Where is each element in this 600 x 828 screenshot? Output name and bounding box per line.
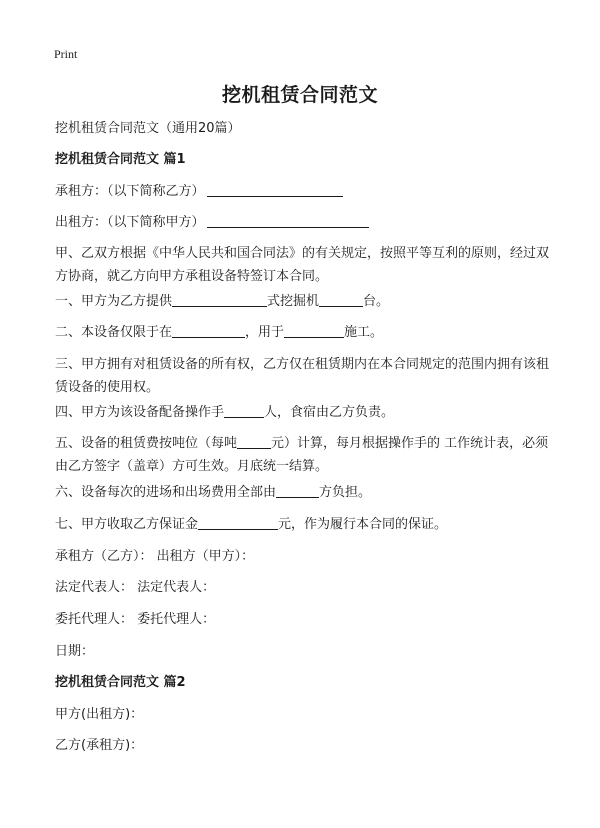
clause-6-blank	[276, 483, 319, 498]
clause-3: 三、甲方拥有对租赁设备的所有权，乙方仅在租赁期内在本合同规定的范围内拥有该租赁设备的使用权。	[55, 357, 550, 395]
clause-6	[55, 481, 371, 504]
lessor-blank	[207, 213, 369, 228]
clause-4-text-a: 四、甲方为该设备配备操作手	[55, 405, 225, 420]
clause-5-text-a: 五、设备的租赁费按吨位（每吨	[55, 436, 238, 451]
clause-7-text-a: 七、甲方收取乙方保证金	[55, 517, 199, 532]
clause-7-blank	[198, 515, 278, 530]
sign-parties: 承租方（乙方）： 出租方（甲方）：	[55, 549, 255, 564]
clause-4-blank	[224, 403, 264, 418]
clause-2-text-b: ，用于	[245, 325, 285, 340]
clause-2-text-a: 二、本设备仅限于在	[55, 325, 173, 340]
clause-6-text-a: 六、设备每次的进场和出场费用全部由	[55, 485, 277, 500]
clause-1-text-c: 台。	[363, 294, 390, 309]
authorized-agent: 委托代理人： 委托代理人：	[55, 612, 216, 627]
document-subtitle: 挖机租赁合同范文（通用20篇）	[55, 121, 241, 136]
legal-representative: 法定代表人： 法定代表人：	[55, 580, 216, 595]
lessee-line	[55, 180, 343, 203]
clause-1-blank-1	[172, 292, 267, 307]
clause-2-text-c: 施工。	[344, 325, 384, 340]
party-b-line: 乙方(承租方)：	[55, 738, 144, 753]
clause-2-blank-2	[284, 323, 344, 338]
clause-1-text-b: 式挖掘机	[267, 294, 320, 309]
date-line: 日期：	[55, 644, 95, 659]
clause-6-text-b: 方负担。	[319, 485, 372, 500]
print-label: Print	[54, 47, 78, 61]
lessee-label: 承租方：（以下简称乙方）	[55, 184, 205, 199]
document-title: 挖机租赁合同范文	[221, 84, 378, 106]
section-2-heading: 挖机租赁合同范文 篇2	[55, 675, 186, 690]
clause-1-text-a: 一、甲方为乙方提供	[55, 294, 173, 309]
clause-1	[55, 290, 389, 313]
clause-4-text-b: 人，食宿由乙方负责。	[264, 405, 395, 420]
lessor-label: 出租方：（以下简称甲方）	[55, 215, 205, 230]
clause-1-blank-2	[319, 292, 363, 307]
clause-5-text-b: 元）计算，每月根据操作手的 工作统计表，必须由乙方签字（盖章）方可生效。月底统一结算。	[55, 436, 549, 474]
party-a-line: 甲方(出租方)：	[55, 707, 144, 722]
section-1-heading: 挖机租赁合同范文 篇1	[55, 152, 186, 167]
clause-7	[55, 513, 447, 536]
clause-5-blank	[237, 434, 271, 449]
clause-5	[55, 432, 553, 478]
clause-4	[55, 401, 394, 424]
clause-2	[55, 321, 383, 344]
lessee-blank	[207, 182, 343, 197]
intro-paragraph: 甲、乙双方根据《中华人民共和国合同法》的有关规定，按照平等互利的原则，经过双方协商，就乙方向甲方承租设备特签订本合同。	[55, 246, 550, 284]
lessor-line	[55, 211, 369, 234]
clause-2-blank-1	[172, 323, 245, 338]
clause-7-text-b: 元，作为履行本合同的保证。	[278, 517, 448, 532]
